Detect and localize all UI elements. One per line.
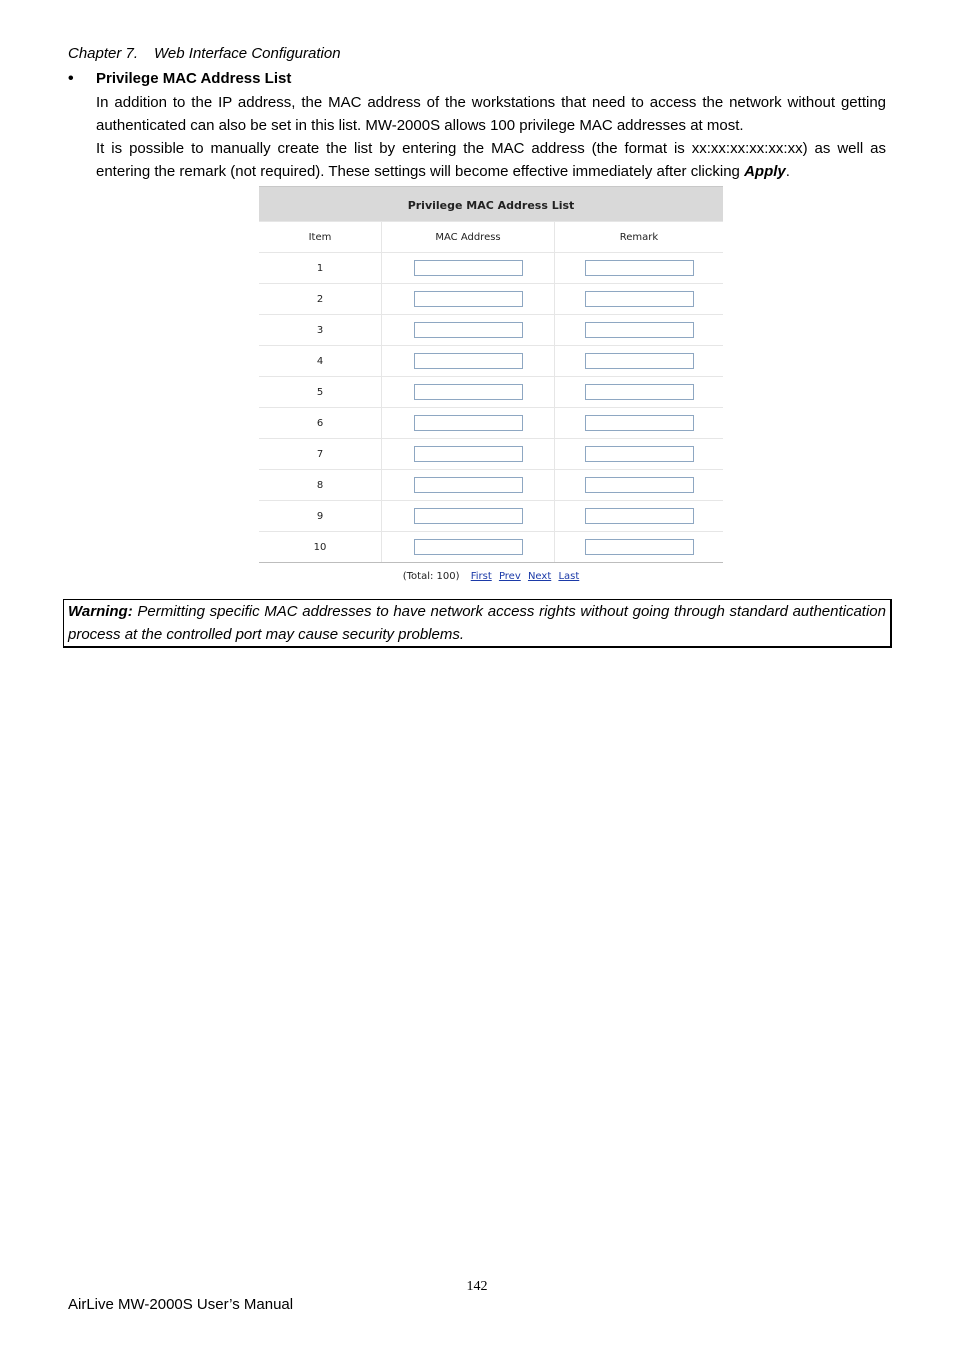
mac-cell [382,284,555,315]
remark-input[interactable] [585,291,694,307]
mac-cell [382,377,555,408]
table-row [259,253,723,284]
last-page-link[interactable]: Last [558,571,580,582]
next-page-link[interactable]: Next [527,571,552,582]
mac-address-input[interactable] [414,291,523,307]
remark-input[interactable] [585,322,694,338]
remark-cell [555,501,724,532]
mac-address-input[interactable] [414,508,523,524]
mac-address-input[interactable] [414,322,523,338]
instructions-end: . [785,163,790,180]
total-count: (Total: 100) [402,571,460,582]
mac-table [259,186,723,563]
mac-address-input[interactable] [414,477,523,493]
table-row [259,315,723,346]
row-item-number: 7 [259,439,382,470]
row-item-number: 5 [259,377,382,408]
mac-address-input[interactable] [414,384,523,400]
chapter-header [68,45,341,62]
table-row [259,346,723,377]
table-row [259,284,723,315]
row-item-number: 9 [259,501,382,532]
remark-cell [555,315,724,346]
row-item-number: 6 [259,408,382,439]
mac-address-input[interactable] [414,260,523,276]
column-header-mac: MAC Address [382,222,555,253]
mac-cell [382,501,555,532]
remark-cell [555,439,724,470]
remark-input[interactable] [585,415,694,431]
row-item-number: 3 [259,315,382,346]
remark-cell [555,253,724,284]
section-title: Privilege MAC Address List [96,70,292,87]
warning-box [63,599,892,648]
mac-address-input[interactable] [414,446,523,462]
warning-text: Permitting specific MAC addresses to have network access rights without going through standard authentication process at the controlled port may cause security problems. [68,603,886,643]
table-row [259,439,723,470]
mac-cell [382,532,555,563]
apply-keyword: Apply [744,163,786,180]
instructions-paragraph [96,137,886,183]
intro-paragraph: In addition to the IP address, the MAC address of the workstations that need to access the network without getting authenticated can also be set in this list. MW-2000S allows 100 privilege MAC addresses at most. [96,94,886,134]
remark-input[interactable] [585,477,694,493]
mac-cell [382,470,555,501]
row-item-number: 4 [259,346,382,377]
table-row [259,408,723,439]
bullet-icon: • [68,70,74,87]
remark-cell [555,470,724,501]
remark-input[interactable] [585,353,694,369]
row-item-number: 1 [259,253,382,284]
manual-footer: AirLive MW-2000S User’s Manual [68,1296,294,1313]
table-row [259,470,723,501]
table-row [259,532,723,563]
remark-input[interactable] [585,508,694,524]
remark-cell [555,532,724,563]
remark-input[interactable] [585,446,694,462]
instructions-text: It is possible to manually create the list by entering the MAC address (the format is xx:xx:xx:xx:xx:xx) as well as entering the remark (not required). These settings will become effective immediately after clicking [96,140,886,180]
remark-cell [555,377,724,408]
pagination [259,571,723,582]
mac-table-title: Privilege MAC Address List [259,187,723,222]
remark-input[interactable] [585,539,694,555]
first-page-link[interactable]: First [470,571,492,582]
page-number: 142 [466,1279,488,1294]
chapter-title: Web Interface Configuration [154,45,341,62]
warning-label: Warning: [68,603,133,620]
remark-cell [555,346,724,377]
mac-address-input[interactable] [414,415,523,431]
mac-address-input[interactable] [414,353,523,369]
mac-cell [382,346,555,377]
table-row [259,501,723,532]
mac-cell [382,253,555,284]
remark-input[interactable] [585,384,694,400]
column-header-remark: Remark [555,222,724,253]
mac-cell [382,408,555,439]
row-item-number: 10 [259,532,382,563]
mac-table-header [259,222,723,253]
remark-cell [555,284,724,315]
chapter-number: Chapter 7. [68,45,139,62]
privilege-mac-list-panel [259,186,723,582]
column-header-item: Item [259,222,382,253]
row-item-number: 8 [259,470,382,501]
section-heading [68,70,291,88]
mac-cell [382,439,555,470]
remark-cell [555,408,724,439]
table-row [259,377,723,408]
mac-address-input[interactable] [414,539,523,555]
mac-cell [382,315,555,346]
row-item-number: 2 [259,284,382,315]
prev-page-link[interactable]: Prev [498,571,521,582]
remark-input[interactable] [585,260,694,276]
